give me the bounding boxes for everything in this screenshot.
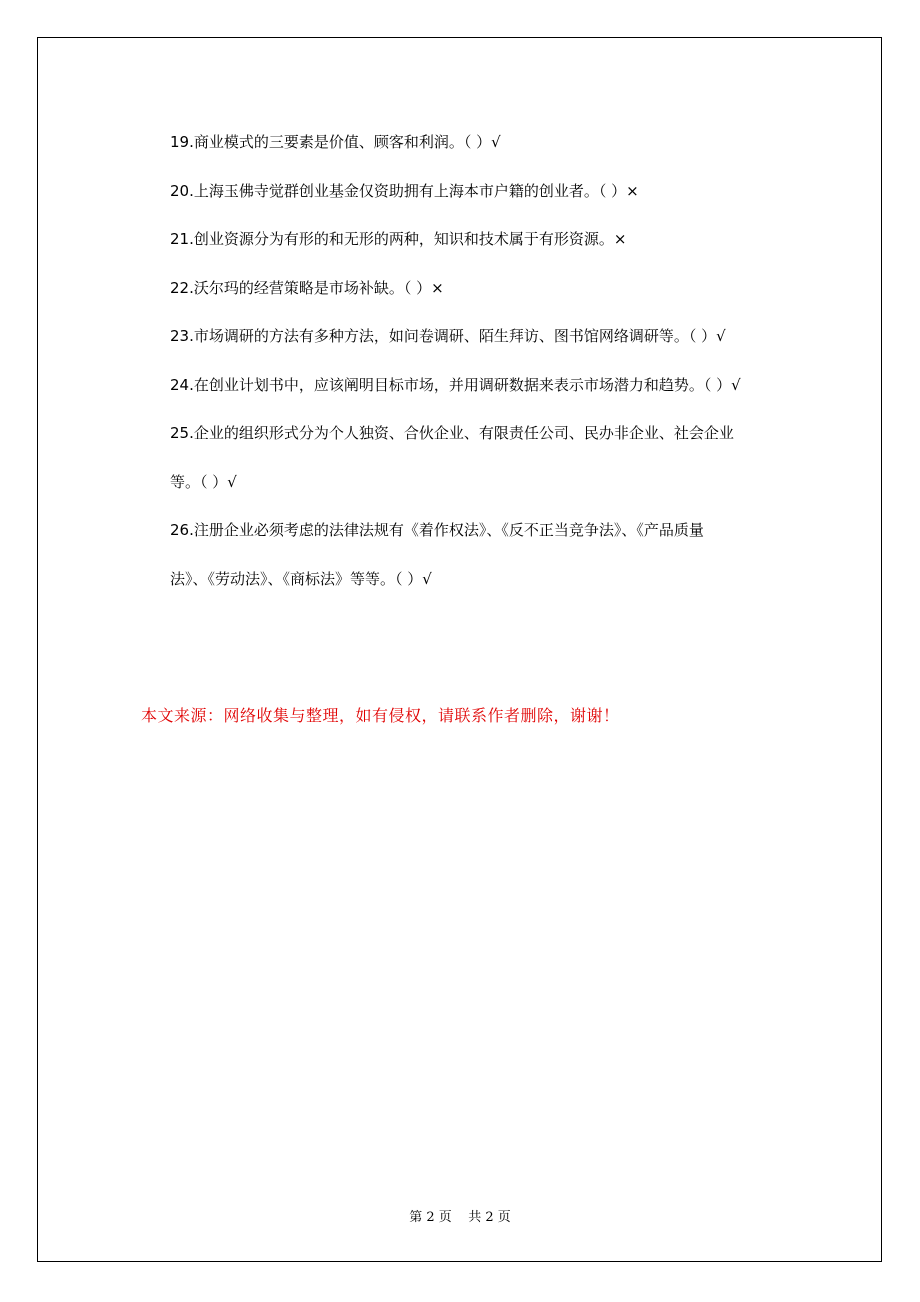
- question-24: 24.在创业计划书中，应该阐明目标市场，并用调研数据来表示市场潜力和趋势。（ ）√: [170, 375, 741, 394]
- question-22: 22.沃尔玛的经营策略是市场补缺。（ ）×: [170, 278, 444, 297]
- question-19: 19.商业模式的三要素是价值、顾客和利润。（ ）√: [170, 133, 501, 151]
- question-26-line-2: 法》、《劳动法》、《商标法》等等。（ ）√: [170, 569, 432, 588]
- source-disclaimer: 本文来源：网络收集与整理，如有侵权，请联系作者删除，谢谢！: [141, 706, 620, 725]
- question-25-line-1: 25.企业的组织形式分为个人独资、合伙企业、有限责任公司、民办非企业、社会企业: [170, 424, 734, 442]
- question-21: 21.创业资源分为有形的和无形的两种，知识和技术属于有形资源。×: [170, 230, 627, 248]
- question-23: 23.市场调研的方法有多种方法，如问卷调研、陌生拜访、图书馆网络调研等。（ ）√: [170, 327, 726, 345]
- page-number-footer: 第 2 页 共 2 页: [409, 1210, 511, 1225]
- question-26-line-1: 26.注册企业必须考虑的法律法规有《着作权法》、《反不正当竞争法》、《产品质量: [170, 521, 704, 539]
- question-20: 20.上海玉佛寺觉群创业基金仅资助拥有上海本市户籍的创业者。（ ）×: [170, 181, 639, 200]
- question-list: [170, 118, 770, 603]
- question-25-line-2: 等。（ ）√: [170, 472, 237, 491]
